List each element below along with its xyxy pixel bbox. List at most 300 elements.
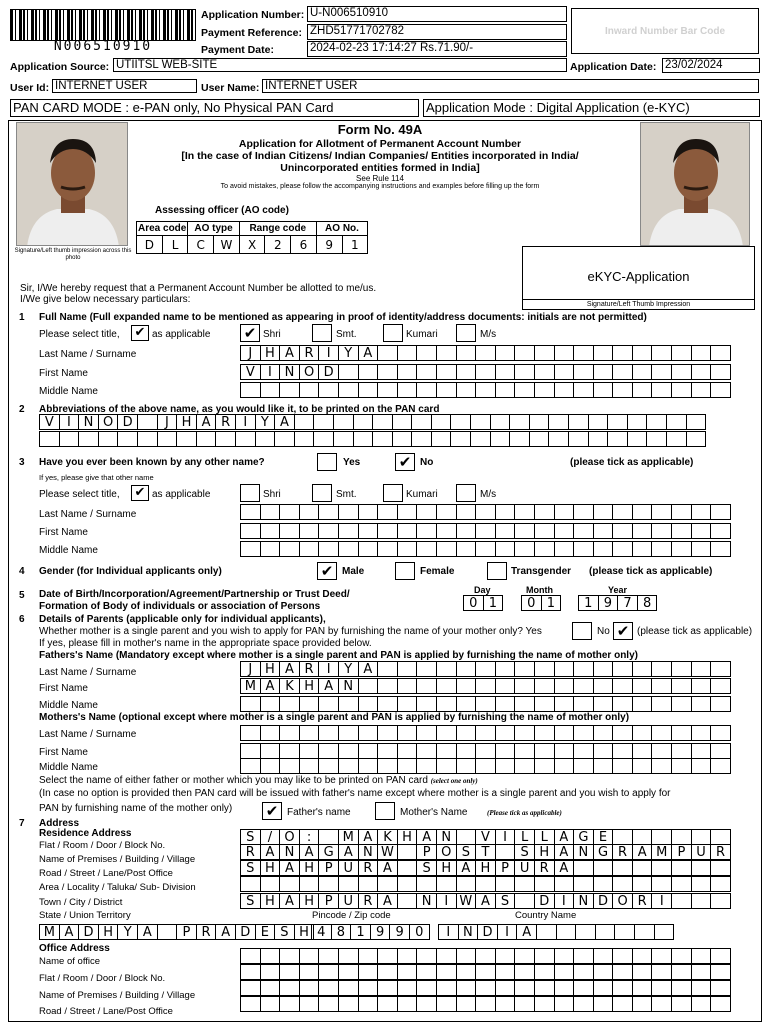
char-cell[interactable] xyxy=(691,345,712,361)
char-cell[interactable]: A xyxy=(279,893,300,909)
char-cell[interactable]: D xyxy=(117,414,138,430)
char-cell[interactable]: A xyxy=(475,893,496,909)
char-cell[interactable] xyxy=(456,696,477,712)
char-cell[interactable]: A xyxy=(260,844,281,860)
char-cell[interactable]: H xyxy=(260,893,281,909)
char-cell[interactable] xyxy=(710,980,731,996)
char-cell[interactable]: H xyxy=(299,860,320,876)
char-cell[interactable] xyxy=(514,345,535,361)
char-cell[interactable] xyxy=(671,758,692,774)
char-cell[interactable] xyxy=(274,431,295,447)
char-cell[interactable] xyxy=(632,876,653,892)
char-cell[interactable]: I xyxy=(495,829,516,845)
char-cell[interactable] xyxy=(671,382,692,398)
char-cell[interactable]: 8 xyxy=(637,595,658,611)
char-cell[interactable] xyxy=(612,876,633,892)
char-cell[interactable] xyxy=(294,431,315,447)
char-cell[interactable] xyxy=(612,678,633,694)
char-cell[interactable] xyxy=(240,523,261,539)
char-cell[interactable] xyxy=(573,980,594,996)
char-cell[interactable] xyxy=(514,364,535,380)
char-cell[interactable] xyxy=(397,725,418,741)
char-cell[interactable]: M xyxy=(338,829,359,845)
char-cell[interactable]: R xyxy=(215,414,236,430)
char-cell[interactable] xyxy=(691,661,712,677)
char-cell[interactable] xyxy=(573,996,594,1012)
char-cell[interactable]: Y xyxy=(117,924,138,940)
char-cell[interactable]: 9 xyxy=(598,595,619,611)
char-cell[interactable] xyxy=(338,364,359,380)
char-cell[interactable]: 7 xyxy=(617,595,638,611)
char-cell[interactable] xyxy=(632,523,653,539)
char-cell[interactable]: G xyxy=(573,829,594,845)
char-cell[interactable] xyxy=(318,829,339,845)
char-cell[interactable] xyxy=(260,980,281,996)
char-cell[interactable] xyxy=(710,345,731,361)
char-cell[interactable] xyxy=(612,948,633,964)
char-cell[interactable] xyxy=(299,758,320,774)
char-cell[interactable] xyxy=(377,364,398,380)
char-cell[interactable] xyxy=(666,431,687,447)
s2-grid-row2[interactable] xyxy=(39,431,706,447)
char-cell[interactable] xyxy=(495,382,516,398)
char-cell[interactable] xyxy=(710,523,731,539)
char-cell[interactable] xyxy=(299,725,320,741)
char-cell[interactable] xyxy=(691,996,712,1012)
char-cell[interactable] xyxy=(377,948,398,964)
s1-last-grid[interactable] xyxy=(240,345,731,361)
char-cell[interactable]: M xyxy=(240,678,261,694)
char-cell[interactable] xyxy=(529,431,550,447)
char-cell[interactable] xyxy=(632,743,653,759)
char-cell[interactable]: 1 xyxy=(578,595,599,611)
char-cell[interactable] xyxy=(495,844,516,860)
char-cell[interactable] xyxy=(495,696,516,712)
char-cell[interactable] xyxy=(573,725,594,741)
char-cell[interactable] xyxy=(117,431,138,447)
char-cell[interactable] xyxy=(651,876,672,892)
char-cell[interactable] xyxy=(279,996,300,1012)
char-cell[interactable] xyxy=(671,661,692,677)
char-cell[interactable] xyxy=(475,345,496,361)
char-cell[interactable] xyxy=(671,829,692,845)
char-cell[interactable]: L xyxy=(534,829,555,845)
char-cell[interactable] xyxy=(299,964,320,980)
char-cell[interactable] xyxy=(593,678,614,694)
s4-female-checkbox[interactable] xyxy=(395,562,415,580)
char-cell[interactable] xyxy=(651,523,672,539)
s7-premises-grid[interactable] xyxy=(240,844,731,860)
char-cell[interactable] xyxy=(358,678,379,694)
char-cell[interactable] xyxy=(495,743,516,759)
char-cell[interactable] xyxy=(593,758,614,774)
char-cell[interactable] xyxy=(514,661,535,677)
char-cell[interactable] xyxy=(436,743,457,759)
char-cell[interactable] xyxy=(595,924,616,940)
char-cell[interactable] xyxy=(397,504,418,520)
char-cell[interactable] xyxy=(431,431,452,447)
char-cell[interactable] xyxy=(671,678,692,694)
char-cell[interactable] xyxy=(495,523,516,539)
char-cell[interactable]: A xyxy=(456,860,477,876)
char-cell[interactable]: V xyxy=(475,829,496,845)
char-cell[interactable]: 4 xyxy=(311,924,332,940)
char-cell[interactable] xyxy=(78,431,99,447)
char-cell[interactable]: O xyxy=(279,829,300,845)
char-cell[interactable] xyxy=(358,876,379,892)
char-cell[interactable]: D xyxy=(593,893,614,909)
char-cell[interactable] xyxy=(691,382,712,398)
char-cell[interactable]: N xyxy=(416,893,437,909)
char-cell[interactable] xyxy=(632,541,653,557)
char-cell[interactable] xyxy=(691,743,712,759)
char-cell[interactable]: R xyxy=(240,844,261,860)
char-cell[interactable] xyxy=(548,431,569,447)
char-cell[interactable] xyxy=(554,364,575,380)
char-cell[interactable] xyxy=(588,431,609,447)
char-cell[interactable]: P xyxy=(176,924,197,940)
char-cell[interactable] xyxy=(612,541,633,557)
char-cell[interactable] xyxy=(397,364,418,380)
char-cell[interactable]: P xyxy=(318,893,339,909)
char-cell[interactable]: I xyxy=(318,661,339,677)
char-cell[interactable]: A xyxy=(338,844,359,860)
char-cell[interactable]: S xyxy=(274,924,295,940)
char-cell[interactable]: S xyxy=(240,893,261,909)
char-cell[interactable] xyxy=(299,743,320,759)
char-cell[interactable] xyxy=(710,696,731,712)
char-cell[interactable] xyxy=(137,414,158,430)
char-cell[interactable] xyxy=(416,980,437,996)
char-cell[interactable] xyxy=(313,414,334,430)
char-cell[interactable] xyxy=(416,345,437,361)
char-cell[interactable]: A xyxy=(196,414,217,430)
char-cell[interactable] xyxy=(456,964,477,980)
char-cell[interactable] xyxy=(358,504,379,520)
char-cell[interactable] xyxy=(514,948,535,964)
char-cell[interactable] xyxy=(397,678,418,694)
char-cell[interactable] xyxy=(475,364,496,380)
char-cell[interactable] xyxy=(358,743,379,759)
char-cell[interactable] xyxy=(651,504,672,520)
char-cell[interactable] xyxy=(338,523,359,539)
char-cell[interactable] xyxy=(575,924,596,940)
char-cell[interactable]: H xyxy=(534,844,555,860)
char-cell[interactable] xyxy=(260,523,281,539)
char-cell[interactable]: R xyxy=(299,345,320,361)
char-cell[interactable] xyxy=(632,725,653,741)
char-cell[interactable] xyxy=(514,382,535,398)
char-cell[interactable] xyxy=(456,523,477,539)
char-cell[interactable] xyxy=(691,523,712,539)
char-cell[interactable] xyxy=(691,678,712,694)
char-cell[interactable] xyxy=(710,541,731,557)
char-cell[interactable] xyxy=(397,696,418,712)
char-cell[interactable] xyxy=(318,948,339,964)
char-cell[interactable] xyxy=(573,364,594,380)
char-cell[interactable] xyxy=(416,696,437,712)
char-cell[interactable] xyxy=(710,948,731,964)
char-cell[interactable] xyxy=(377,661,398,677)
char-cell[interactable] xyxy=(338,876,359,892)
char-cell[interactable]: 0 xyxy=(409,924,430,940)
char-cell[interactable]: S xyxy=(240,829,261,845)
char-cell[interactable] xyxy=(632,964,653,980)
char-cell[interactable] xyxy=(240,541,261,557)
char-cell[interactable]: A xyxy=(358,829,379,845)
char-cell[interactable] xyxy=(651,948,672,964)
char-cell[interactable] xyxy=(691,876,712,892)
s7-country-grid[interactable] xyxy=(438,924,674,940)
char-cell[interactable] xyxy=(671,980,692,996)
s6-father-choice-checkbox[interactable]: ✔ xyxy=(262,802,282,820)
char-cell[interactable] xyxy=(338,696,359,712)
char-cell[interactable] xyxy=(299,980,320,996)
char-cell[interactable] xyxy=(554,758,575,774)
char-cell[interactable] xyxy=(358,996,379,1012)
char-cell[interactable]: Y xyxy=(255,414,276,430)
char-cell[interactable] xyxy=(397,541,418,557)
char-cell[interactable] xyxy=(495,758,516,774)
s3-smt-checkbox[interactable] xyxy=(312,484,332,502)
char-cell[interactable] xyxy=(514,964,535,980)
s3-ms-checkbox[interactable] xyxy=(456,484,476,502)
s3-kumari-checkbox[interactable] xyxy=(383,484,403,502)
char-cell[interactable] xyxy=(456,541,477,557)
char-cell[interactable] xyxy=(691,860,712,876)
char-cell[interactable] xyxy=(495,541,516,557)
char-cell[interactable] xyxy=(612,661,633,677)
char-cell[interactable] xyxy=(651,661,672,677)
char-cell[interactable]: 1 xyxy=(350,924,371,940)
char-cell[interactable] xyxy=(593,345,614,361)
char-cell[interactable] xyxy=(514,876,535,892)
char-cell[interactable] xyxy=(612,996,633,1012)
char-cell[interactable]: A xyxy=(215,924,236,940)
char-cell[interactable] xyxy=(397,964,418,980)
char-cell[interactable] xyxy=(358,382,379,398)
char-cell[interactable] xyxy=(475,743,496,759)
char-cell[interactable] xyxy=(416,382,437,398)
s7-flat-grid[interactable] xyxy=(240,829,731,845)
char-cell[interactable] xyxy=(436,996,457,1012)
char-cell[interactable] xyxy=(593,948,614,964)
char-cell[interactable] xyxy=(573,948,594,964)
char-cell[interactable] xyxy=(372,414,393,430)
char-cell[interactable] xyxy=(318,964,339,980)
s4-male-checkbox[interactable]: ✔ xyxy=(317,562,337,580)
char-cell[interactable] xyxy=(593,523,614,539)
char-cell[interactable] xyxy=(612,504,633,520)
char-cell[interactable] xyxy=(397,876,418,892)
char-cell[interactable] xyxy=(279,948,300,964)
char-cell[interactable] xyxy=(490,414,511,430)
char-cell[interactable] xyxy=(377,504,398,520)
char-cell[interactable] xyxy=(556,924,577,940)
char-cell[interactable] xyxy=(534,996,555,1012)
s1-smt-checkbox[interactable] xyxy=(312,324,332,342)
char-cell[interactable] xyxy=(710,860,731,876)
char-cell[interactable]: H xyxy=(260,661,281,677)
char-cell[interactable] xyxy=(529,414,550,430)
char-cell[interactable] xyxy=(534,541,555,557)
char-cell[interactable] xyxy=(671,964,692,980)
char-cell[interactable] xyxy=(318,743,339,759)
char-cell[interactable] xyxy=(431,414,452,430)
char-cell[interactable] xyxy=(612,345,633,361)
char-cell[interactable] xyxy=(514,504,535,520)
char-cell[interactable] xyxy=(260,696,281,712)
char-cell[interactable] xyxy=(593,964,614,980)
char-cell[interactable] xyxy=(671,948,692,964)
char-cell[interactable] xyxy=(377,758,398,774)
char-cell[interactable] xyxy=(279,382,300,398)
char-cell[interactable] xyxy=(710,661,731,677)
char-cell[interactable] xyxy=(651,541,672,557)
char-cell[interactable] xyxy=(554,948,575,964)
char-cell[interactable] xyxy=(416,523,437,539)
char-cell[interactable] xyxy=(534,504,555,520)
char-cell[interactable] xyxy=(279,725,300,741)
char-cell[interactable] xyxy=(475,541,496,557)
char-cell[interactable] xyxy=(456,345,477,361)
char-cell[interactable] xyxy=(632,504,653,520)
char-cell[interactable] xyxy=(456,678,477,694)
char-cell[interactable]: H xyxy=(260,860,281,876)
char-cell[interactable] xyxy=(318,541,339,557)
char-cell[interactable] xyxy=(573,743,594,759)
char-cell[interactable]: N xyxy=(573,844,594,860)
char-cell[interactable]: R xyxy=(612,844,633,860)
char-cell[interactable]: I xyxy=(318,345,339,361)
char-cell[interactable] xyxy=(534,964,555,980)
char-cell[interactable] xyxy=(632,829,653,845)
char-cell[interactable]: / xyxy=(260,829,281,845)
char-cell[interactable]: H xyxy=(294,924,315,940)
char-cell[interactable]: I xyxy=(235,414,256,430)
char-cell[interactable]: 9 xyxy=(389,924,410,940)
s1-ms-checkbox[interactable] xyxy=(456,324,476,342)
char-cell[interactable] xyxy=(436,948,457,964)
char-cell[interactable] xyxy=(651,860,672,876)
char-cell[interactable]: D xyxy=(534,893,555,909)
char-cell[interactable]: : xyxy=(299,829,320,845)
char-cell[interactable] xyxy=(710,678,731,694)
char-cell[interactable] xyxy=(710,743,731,759)
s5-year-grid[interactable] xyxy=(578,595,657,611)
char-cell[interactable] xyxy=(338,504,359,520)
char-cell[interactable]: A xyxy=(554,829,575,845)
char-cell[interactable] xyxy=(573,758,594,774)
char-cell[interactable] xyxy=(358,541,379,557)
char-cell[interactable] xyxy=(240,725,261,741)
char-cell[interactable] xyxy=(554,541,575,557)
char-cell[interactable] xyxy=(279,504,300,520)
char-cell[interactable] xyxy=(646,414,667,430)
char-cell[interactable]: U xyxy=(338,860,359,876)
char-cell[interactable] xyxy=(436,678,457,694)
char-cell[interactable] xyxy=(338,964,359,980)
char-cell[interactable] xyxy=(299,523,320,539)
char-cell[interactable]: N xyxy=(279,844,300,860)
char-cell[interactable] xyxy=(279,523,300,539)
char-cell[interactable] xyxy=(691,964,712,980)
char-cell[interactable] xyxy=(456,758,477,774)
char-cell[interactable] xyxy=(313,431,334,447)
char-cell[interactable]: M xyxy=(39,924,60,940)
char-cell[interactable]: H xyxy=(260,345,281,361)
char-cell[interactable] xyxy=(568,431,589,447)
char-cell[interactable] xyxy=(514,541,535,557)
char-cell[interactable]: 1 xyxy=(483,595,504,611)
char-cell[interactable] xyxy=(593,876,614,892)
char-cell[interactable]: N xyxy=(78,414,99,430)
char-cell[interactable] xyxy=(548,414,569,430)
char-cell[interactable] xyxy=(627,431,648,447)
char-cell[interactable] xyxy=(593,743,614,759)
char-cell[interactable] xyxy=(710,829,731,845)
char-cell[interactable] xyxy=(358,964,379,980)
s7-office-premises-grid[interactable] xyxy=(240,996,731,1012)
char-cell[interactable] xyxy=(666,414,687,430)
char-cell[interactable] xyxy=(671,876,692,892)
char-cell[interactable]: E xyxy=(593,829,614,845)
char-cell[interactable]: D xyxy=(78,924,99,940)
char-cell[interactable] xyxy=(260,758,281,774)
char-cell[interactable]: 1 xyxy=(541,595,562,611)
char-cell[interactable] xyxy=(691,893,712,909)
char-cell[interactable]: N xyxy=(358,844,379,860)
char-cell[interactable] xyxy=(534,758,555,774)
char-cell[interactable]: N xyxy=(458,924,479,940)
char-cell[interactable] xyxy=(614,924,635,940)
char-cell[interactable] xyxy=(514,696,535,712)
char-cell[interactable] xyxy=(691,758,712,774)
char-cell[interactable]: A xyxy=(137,924,158,940)
char-cell[interactable] xyxy=(416,996,437,1012)
char-cell[interactable] xyxy=(397,758,418,774)
char-cell[interactable] xyxy=(456,876,477,892)
char-cell[interactable] xyxy=(456,364,477,380)
char-cell[interactable] xyxy=(338,758,359,774)
char-cell[interactable]: A xyxy=(59,924,80,940)
char-cell[interactable] xyxy=(632,678,653,694)
char-cell[interactable]: R xyxy=(196,924,217,940)
char-cell[interactable] xyxy=(176,431,197,447)
char-cell[interactable] xyxy=(612,860,633,876)
char-cell[interactable] xyxy=(137,431,158,447)
char-cell[interactable]: R xyxy=(358,860,379,876)
char-cell[interactable] xyxy=(710,964,731,980)
char-cell[interactable]: J xyxy=(240,345,261,361)
char-cell[interactable] xyxy=(593,696,614,712)
char-cell[interactable]: O xyxy=(436,844,457,860)
char-cell[interactable] xyxy=(299,948,320,964)
s6-mother-first-grid[interactable] xyxy=(240,743,731,759)
char-cell[interactable]: K xyxy=(279,678,300,694)
char-cell[interactable] xyxy=(318,523,339,539)
char-cell[interactable] xyxy=(260,541,281,557)
char-cell[interactable] xyxy=(260,504,281,520)
char-cell[interactable]: J xyxy=(240,661,261,677)
char-cell[interactable] xyxy=(710,504,731,520)
char-cell[interactable] xyxy=(397,893,418,909)
char-cell[interactable]: P xyxy=(416,844,437,860)
char-cell[interactable] xyxy=(436,696,457,712)
char-cell[interactable] xyxy=(593,996,614,1012)
char-cell[interactable] xyxy=(651,382,672,398)
char-cell[interactable] xyxy=(691,948,712,964)
